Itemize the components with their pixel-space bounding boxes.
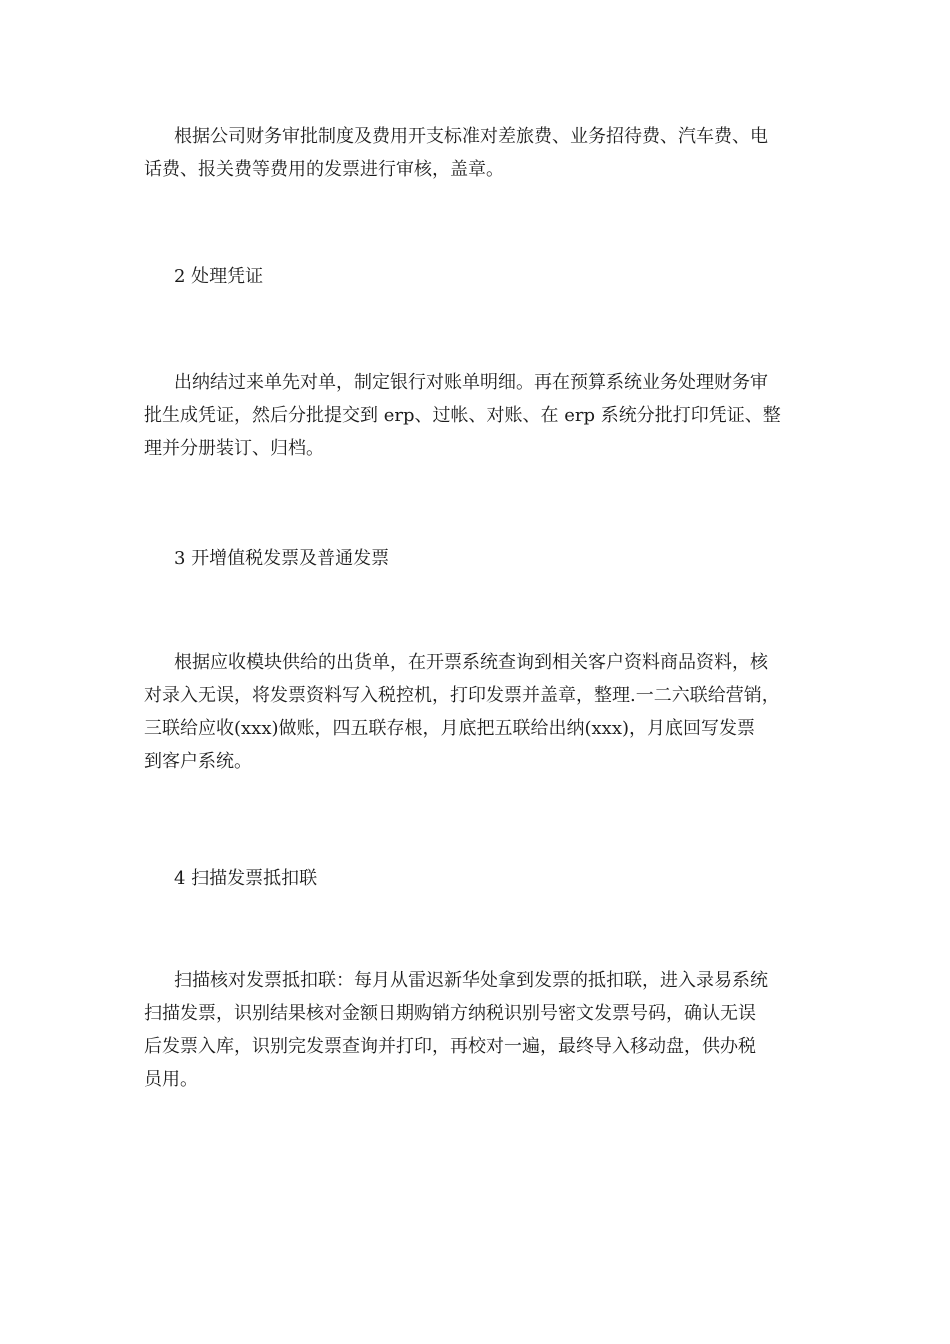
section-heading-scan: 4 扫描发票抵扣联 bbox=[174, 868, 318, 889]
paragraph-line: 根据公司财务审批制度及费用开支标准对差旅费、业务招待费、汽车费、电 bbox=[174, 126, 768, 147]
paragraph-line: 话费、报关费等费用的发票进行审核，盖章。 bbox=[144, 159, 504, 180]
paragraph-line: 到客户系统。 bbox=[144, 751, 252, 772]
paragraph-line: 扫描核对发票抵扣联：每月从雷迟新华处拿到发票的抵扣联，进入录易系统 bbox=[174, 970, 768, 991]
paragraph-line: 后发票入库，识别完发票查询并打印，再校对一遍，最终导入移动盘，供办税 bbox=[144, 1036, 756, 1057]
paragraph-invoice bbox=[144, 646, 824, 778]
paragraph-line: 对录入无误，将发票资料写入税控机，打印发票并盖章，整理.一二六联给营销， bbox=[144, 685, 780, 706]
paragraph-line: 员用。 bbox=[144, 1069, 198, 1090]
paragraph-expense-review bbox=[144, 120, 824, 186]
paragraph-line: 理并分册装订、归档。 bbox=[144, 438, 324, 459]
paragraph-line: 批生成凭证，然后分批提交到 erp、过帐、对账、在 erp 系统分批打印凭证、整 bbox=[144, 405, 781, 426]
section-heading-invoice: 3 开增值税发票及普通发票 bbox=[174, 548, 390, 569]
section-heading-voucher: 2 处理凭证 bbox=[174, 266, 264, 287]
paragraph-voucher bbox=[144, 366, 824, 465]
paragraph-line: 三联给应收(xxx)做账，四五联存根，月底把五联给出纳(xxx)，月底回写发票 bbox=[144, 718, 755, 739]
paragraph-scan bbox=[144, 964, 824, 1096]
paragraph-line: 扫描发票，识别结果核对金额日期购销方纳税识别号密文发票号码，确认无误 bbox=[144, 1003, 756, 1024]
paragraph-line: 出纳结过来单先对单，制定银行对账单明细。再在预算系统业务处理财务审 bbox=[174, 372, 768, 393]
paragraph-line: 根据应收模块供给的出货单，在开票系统查询到相关客户资料商品资料，核 bbox=[174, 652, 768, 673]
